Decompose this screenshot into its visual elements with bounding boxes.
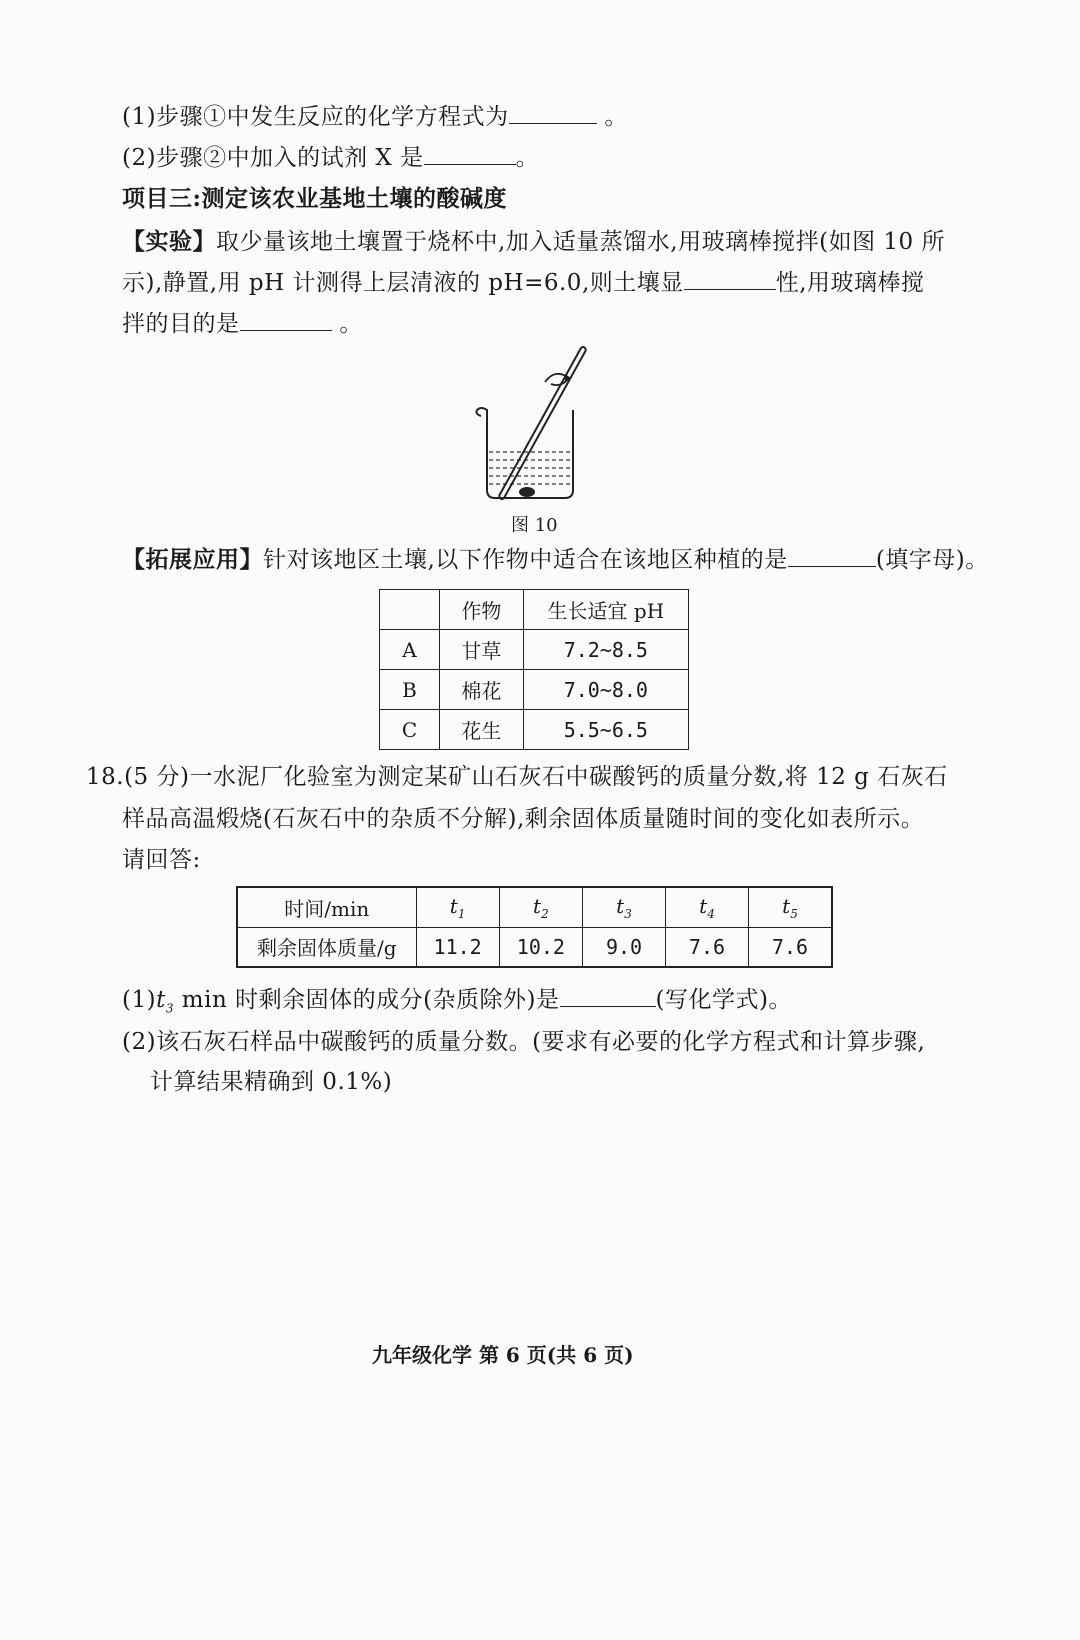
header-cell: 生长适宜 pH [523, 590, 688, 630]
mass-time-table [236, 886, 833, 968]
answer-blank[interactable] [240, 308, 332, 331]
crop-ph-table [379, 589, 689, 750]
experiment-line-1: 【实验】取少量该地土壤置于烧杯中,加入适量蒸馏水,用玻璃棒搅拌(如图 10 所 [122, 228, 945, 255]
answer-blank[interactable] [684, 267, 776, 290]
liquid-lines [489, 452, 571, 484]
q17-sub1: (1)步骤①中发生反应的化学方程式为 。 [122, 97, 628, 137]
extension-line: 【拓展应用】针对该地区土壤,以下作物中适合在该地区种植的是 (填字母)。 [122, 546, 989, 573]
table-row: C 花生 5.5~6.5 [380, 710, 689, 750]
page-footer: 九年级化学 第 6 页(共 6 页) [372, 1343, 634, 1367]
answer-blank[interactable] [560, 984, 656, 1007]
mass-row: 剩余固体质量/g 11.2 10.2 9.0 7.6 7.6 [237, 927, 832, 967]
answer-blank[interactable] [509, 101, 597, 124]
q18-sub2-line-2: 计算结果精确到 0.1%) [150, 1069, 393, 1095]
table-row: B 棉花 7.0~8.0 [380, 670, 689, 710]
q18-line-1: 18.(5 分)一水泥厂化验室为测定某矿山石灰石中碳酸钙的质量分数,将 12 g 石灰石 [86, 764, 948, 790]
figure-caption: 图 10 [511, 515, 558, 536]
q18-sub2-line-1: (2)该石灰石样品中碳酸钙的质量分数。(要求有必要的化学方程式和计算步骤, [122, 1029, 926, 1055]
q17-sub2: (2)步骤②中加入的试剂 X 是 。 [122, 138, 539, 178]
table-row: A 甘草 7.2~8.5 [380, 630, 689, 670]
time-row: 时间/min $t_1$ $t_2$ $t_3$ $t_4$ $t_5$ [237, 887, 832, 927]
answer-blank[interactable] [788, 544, 876, 567]
header-cell [380, 590, 440, 630]
q18-line-3: 请回答: [122, 847, 201, 873]
q18-sub1: $(1)t_3$ min 时剩余固体的成分(杂质除外)是 (写化学式)。 [122, 980, 792, 1029]
header-cell: 作物 [440, 590, 524, 630]
experiment-line-3: 拌的目的是 。 [122, 304, 363, 344]
project3-title: 项目三:测定该农业基地土壤的酸碱度 [122, 185, 507, 212]
experiment-line-2: 示),静置,用 pH 计测得上层清液的 pH=6.0,则土壤显 性,用玻璃棒搅 [122, 263, 925, 303]
soil-sediment [519, 487, 535, 497]
table-header-row [380, 590, 689, 630]
beaker-figure [465, 340, 605, 510]
row-label: 剩余固体质量/g [237, 927, 416, 967]
row-label: 时间/min [237, 887, 416, 927]
q18-line-2: 样品高温煅烧(石灰石中的杂质不分解),剩余固体质量随时间的变化如表所示。 [122, 806, 925, 832]
answer-blank[interactable] [424, 142, 516, 165]
